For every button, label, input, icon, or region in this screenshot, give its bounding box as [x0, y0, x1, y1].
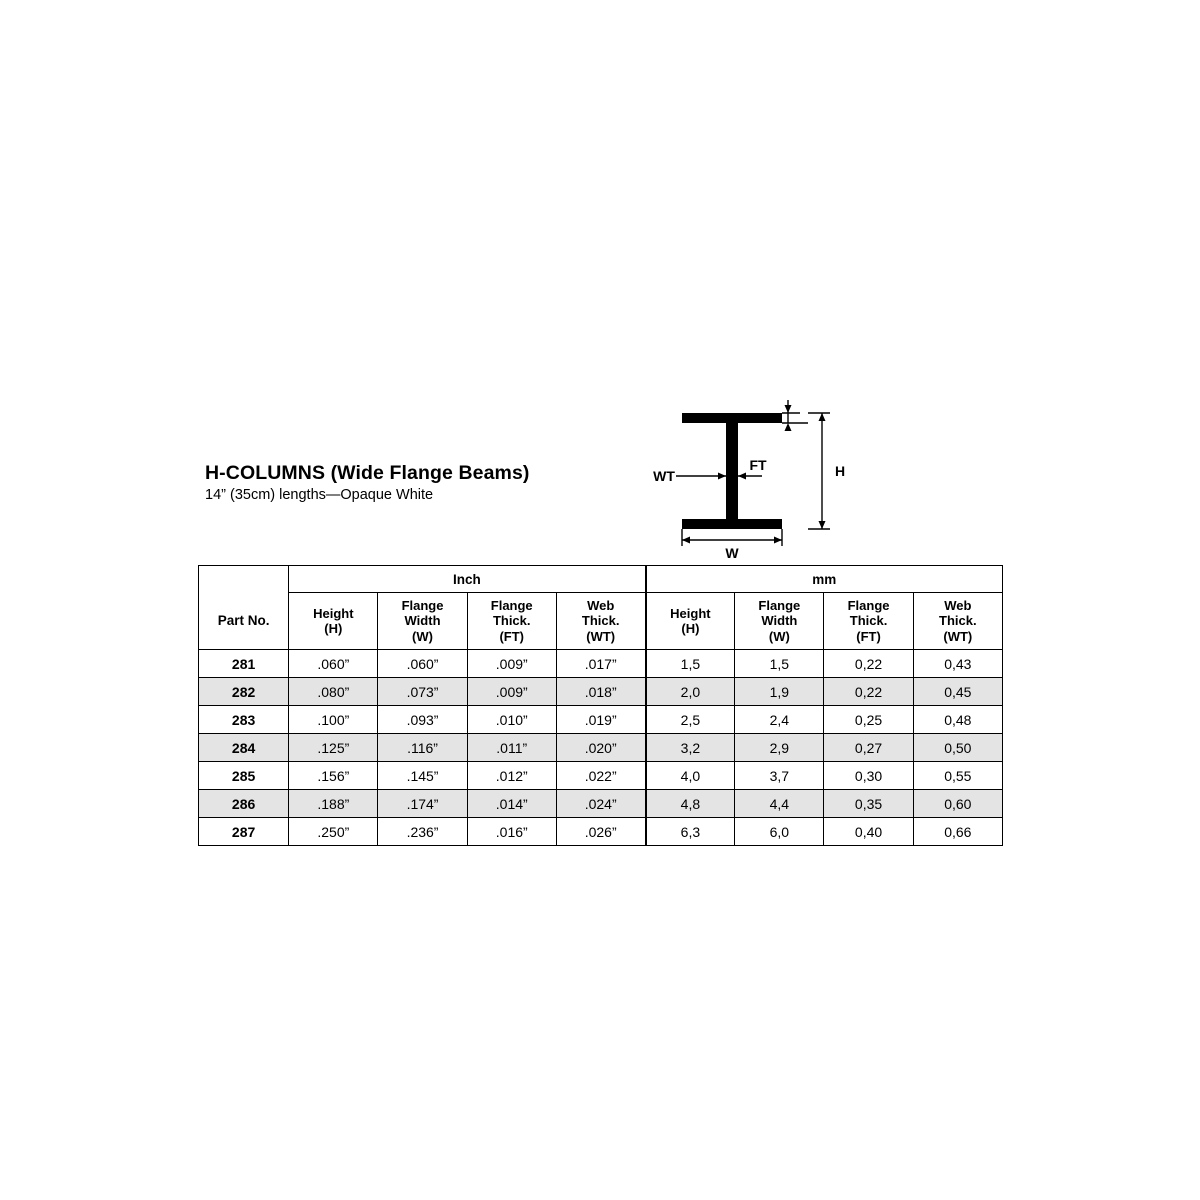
- cell-part-no: 282: [199, 678, 289, 706]
- cell-mm-flange-thick: 0,40: [824, 818, 913, 846]
- column-header-mm-web-thick: [913, 593, 1002, 650]
- cell-inch-flange-width: .060”: [378, 650, 467, 678]
- cell-part-no: 285: [199, 762, 289, 790]
- cell-mm-flange-width: 3,7: [735, 762, 824, 790]
- colhead-line: Thick.: [581, 613, 620, 629]
- colhead-line: (W): [768, 628, 790, 644]
- column-header-inch-web-thick: [556, 593, 645, 650]
- colhead-line: Thick.: [849, 613, 888, 629]
- cell-inch-web-thick: .018”: [556, 678, 645, 706]
- cell-inch-flange-thick: .009”: [467, 650, 556, 678]
- cell-mm-flange-width: 2,9: [735, 734, 824, 762]
- column-header-inch-flange-thick: [467, 593, 556, 650]
- column-header-mm-flange-thick: [824, 593, 913, 650]
- cell-inch-flange-width: .236”: [378, 818, 467, 846]
- column-header-part-no: Part No.: [199, 593, 289, 650]
- cell-mm-flange-thick: 0,25: [824, 706, 913, 734]
- cell-mm-flange-thick: 0,35: [824, 790, 913, 818]
- label-wt: WT: [653, 468, 675, 484]
- table-row: [199, 734, 1003, 762]
- table-row: [199, 762, 1003, 790]
- cell-mm-web-thick: 0,50: [913, 734, 1002, 762]
- table-row: [199, 678, 1003, 706]
- group-header-inch: Inch: [289, 566, 646, 593]
- colhead-line: Flange: [758, 598, 801, 613]
- colhead-line: (WT): [586, 628, 616, 644]
- cell-inch-height: .188”: [289, 790, 378, 818]
- cell-mm-flange-width: 1,5: [735, 650, 824, 678]
- colhead-line: Thick.: [939, 613, 977, 629]
- column-header-inch-flange-width: [378, 593, 467, 650]
- table-group-header-row: [199, 566, 1003, 593]
- cell-inch-web-thick: .022”: [556, 762, 645, 790]
- cell-inch-flange-thick: .010”: [467, 706, 556, 734]
- cell-inch-flange-thick: .011”: [467, 734, 556, 762]
- label-h: H: [834, 463, 846, 479]
- colhead-line: Web: [944, 598, 972, 613]
- cell-part-no: 283: [199, 706, 289, 734]
- colhead-line: Flange: [490, 598, 533, 613]
- cell-mm-height: 4,8: [646, 790, 735, 818]
- cell-mm-height: 2,0: [646, 678, 735, 706]
- cell-part-no: 281: [199, 650, 289, 678]
- cell-inch-height: .156”: [289, 762, 378, 790]
- colhead-line: Thick.: [492, 613, 531, 629]
- specifications-table: [198, 565, 1003, 846]
- label-ft: FT: [749, 457, 767, 473]
- cell-inch-height: .080”: [289, 678, 378, 706]
- cell-part-no: 286: [199, 790, 289, 818]
- cell-inch-web-thick: .026”: [556, 818, 645, 846]
- cell-mm-flange-width: 1,9: [735, 678, 824, 706]
- colhead-line: (FT): [499, 628, 524, 644]
- colhead-line: Flange: [401, 598, 444, 613]
- column-header-mm-flange-width: [735, 593, 824, 650]
- colhead-line: (H): [324, 621, 343, 636]
- table-corner-cell: [199, 566, 289, 593]
- cell-mm-web-thick: 0,55: [913, 762, 1002, 790]
- group-header-mm: mm: [646, 566, 1003, 593]
- cell-mm-height: 2,5: [646, 706, 735, 734]
- cell-inch-flange-width: .145”: [378, 762, 467, 790]
- colhead-line: Width: [404, 613, 441, 629]
- cell-inch-height: .060”: [289, 650, 378, 678]
- cell-mm-web-thick: 0,66: [913, 818, 1002, 846]
- colhead-line: Flange: [847, 598, 890, 613]
- column-header-inch-height: [289, 593, 378, 650]
- cell-inch-flange-width: .174”: [378, 790, 467, 818]
- cell-mm-flange-thick: 0,30: [824, 762, 913, 790]
- colhead-line: Web: [587, 598, 615, 613]
- cell-inch-flange-thick: .014”: [467, 790, 556, 818]
- colhead-line: (WT): [943, 628, 973, 644]
- cell-inch-web-thick: .024”: [556, 790, 645, 818]
- cell-inch-height: .250”: [289, 818, 378, 846]
- cell-mm-web-thick: 0,60: [913, 790, 1002, 818]
- cell-mm-flange-width: 2,4: [735, 706, 824, 734]
- label-w: W: [725, 545, 739, 561]
- cell-inch-flange-width: .116”: [378, 734, 467, 762]
- column-header-mm-height: [646, 593, 735, 650]
- cell-inch-flange-width: .073”: [378, 678, 467, 706]
- table-row: [199, 706, 1003, 734]
- cell-mm-flange-width: 6,0: [735, 818, 824, 846]
- cell-inch-flange-width: .093”: [378, 706, 467, 734]
- cell-inch-web-thick: .020”: [556, 734, 645, 762]
- cell-mm-web-thick: 0,48: [913, 706, 1002, 734]
- cell-part-no: 287: [199, 818, 289, 846]
- page-title: H-COLUMNS (Wide Flange Beams): [205, 462, 530, 484]
- cell-inch-height: .125”: [289, 734, 378, 762]
- cell-part-no: 284: [199, 734, 289, 762]
- cell-mm-flange-thick: 0,22: [824, 678, 913, 706]
- cell-mm-height: 3,2: [646, 734, 735, 762]
- colhead-line: (H): [681, 621, 700, 636]
- cell-mm-web-thick: 0,45: [913, 678, 1002, 706]
- colhead-line: (FT): [856, 628, 881, 644]
- colhead-line: (W): [412, 628, 433, 644]
- cell-mm-flange-thick: 0,22: [824, 650, 913, 678]
- table-row: [199, 790, 1003, 818]
- h-column-cross-section-diagram: [640, 380, 900, 561]
- cell-mm-flange-thick: 0,27: [824, 734, 913, 762]
- cell-inch-flange-thick: .016”: [467, 818, 556, 846]
- beam-profile-shape: [682, 413, 782, 529]
- diagram-svg: [640, 380, 900, 561]
- table-row: [199, 818, 1003, 846]
- cell-inch-flange-thick: .012”: [467, 762, 556, 790]
- table-row: [199, 650, 1003, 678]
- colhead-line: Height: [313, 605, 354, 621]
- cell-mm-height: 1,5: [646, 650, 735, 678]
- cell-mm-height: 6,3: [646, 818, 735, 846]
- cell-inch-web-thick: .017”: [556, 650, 645, 678]
- cell-mm-flange-width: 4,4: [735, 790, 824, 818]
- cell-inch-height: .100”: [289, 706, 378, 734]
- page-subtitle: 14” (35cm) lengths—Opaque White: [205, 487, 434, 504]
- cell-mm-height: 4,0: [646, 762, 735, 790]
- product-heading-block: [205, 462, 675, 504]
- cell-inch-web-thick: .019”: [556, 706, 645, 734]
- cell-mm-web-thick: 0,43: [913, 650, 1002, 678]
- colhead-line: Width: [761, 613, 798, 629]
- colhead-line: Height: [670, 605, 711, 621]
- table-column-header-row: [199, 593, 1003, 650]
- cell-inch-flange-thick: .009”: [467, 678, 556, 706]
